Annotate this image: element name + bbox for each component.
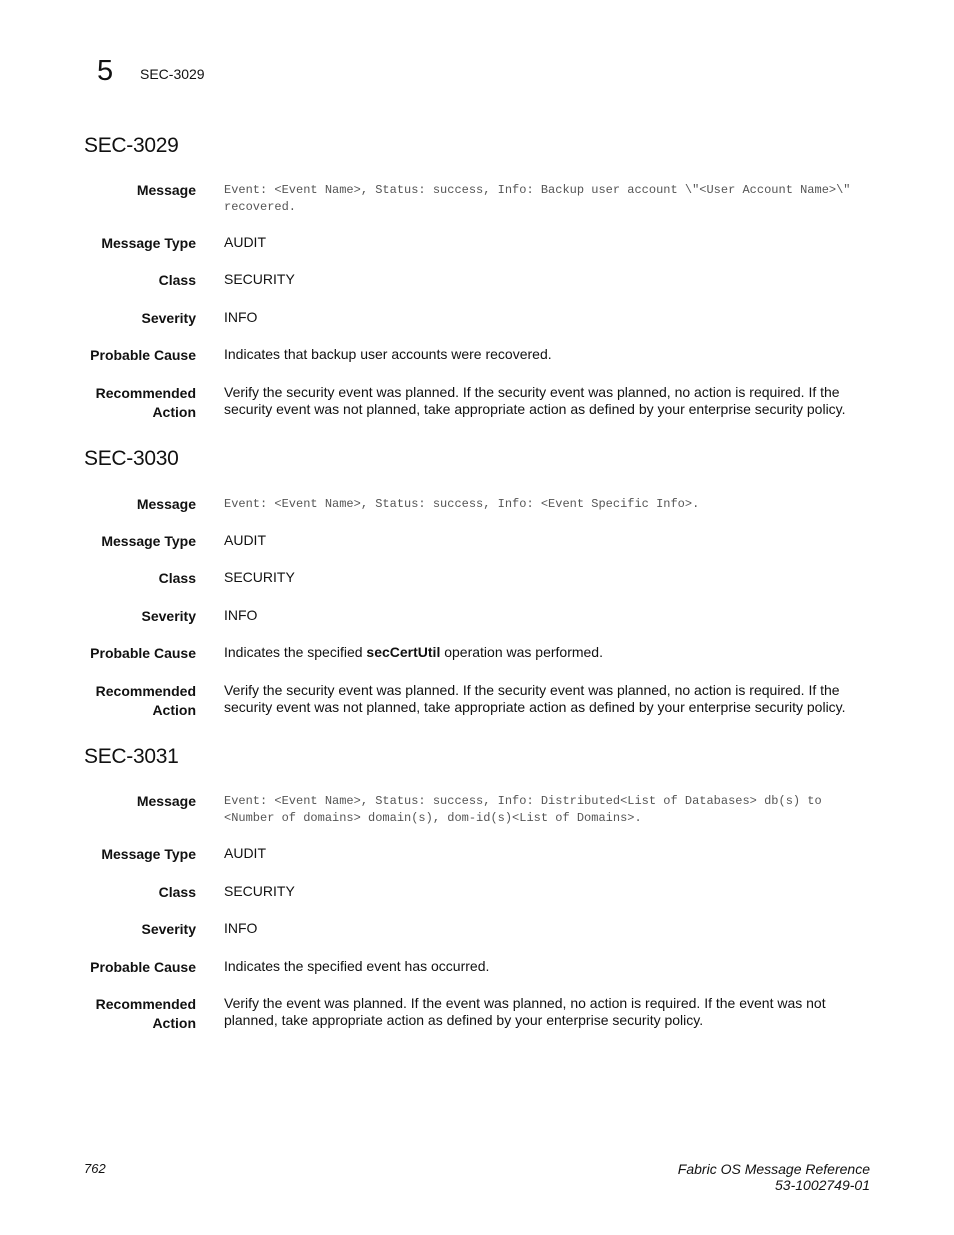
recommended-action-label bbox=[56, 384, 196, 422]
message-type-label: Message Type bbox=[101, 846, 196, 862]
recommended-action-value: Verify the security event was planned. If the security event was planned, no action is required. If the security event was not planned, take appropriate action as defined by your enterprise security policy. bbox=[224, 682, 846, 715]
recommended-action-label bbox=[56, 995, 196, 1033]
message-text: Event: <Event Name>, Status: success, Info: Backup user account \"<User Account Name>\" recovered. bbox=[224, 183, 851, 214]
probable-cause-label: Probable Cause bbox=[90, 959, 196, 975]
recommended-action-value: Verify the security event was planned. If the security event was planned, no action is required. If the security event was not planned, take appropriate action as defined by your enterprise security policy. bbox=[224, 384, 846, 417]
probable-cause-label: Probable Cause bbox=[90, 347, 196, 363]
message-type-value: AUDIT bbox=[224, 532, 266, 548]
message-type-label: Message Type bbox=[101, 235, 196, 251]
message-text: Event: <Event Name>, Status: success, Info: <Event Specific Info>. bbox=[224, 497, 700, 511]
footer-doc-info bbox=[678, 1161, 870, 1193]
cause-text-pre: Indicates the specified bbox=[224, 644, 367, 660]
label-line-2: Action bbox=[152, 404, 196, 420]
class-value: SECURITY bbox=[224, 569, 295, 585]
label-line-2: Action bbox=[152, 702, 196, 718]
severity-label: Severity bbox=[141, 310, 196, 326]
class-label: Class bbox=[158, 570, 196, 586]
label-line-1: Recommended bbox=[95, 385, 196, 401]
severity-label: Severity bbox=[141, 921, 196, 937]
recommended-action-value: Verify the event was planned. If the event was planned, no action is required. If the event was not planned, take appropriate action as defined by your enterprise security policy. bbox=[224, 995, 826, 1028]
severity-value: INFO bbox=[224, 309, 258, 325]
message-text: Event: <Event Name>, Status: success, Info: Distributed<List of Databases> db(s) to <Number of domains> domain(s), dom-id(s)<List of Domains>. bbox=[224, 794, 822, 825]
message-type-value: AUDIT bbox=[224, 234, 266, 250]
cause-text-post: operation was performed. bbox=[440, 644, 603, 660]
running-title: SEC-3029 bbox=[140, 66, 205, 82]
page-number: 762 bbox=[84, 1161, 106, 1176]
chapter-number: 5 bbox=[97, 55, 114, 87]
severity-value: INFO bbox=[224, 607, 258, 623]
label-line-2: Action bbox=[152, 1015, 196, 1031]
command-name: secCertUtil bbox=[366, 644, 441, 660]
class-value: SECURITY bbox=[224, 883, 295, 899]
book-title: Fabric OS Message Reference bbox=[677, 1161, 870, 1177]
message-label: Message bbox=[136, 793, 196, 809]
section-title: SEC-3030 bbox=[84, 447, 179, 470]
class-label: Class bbox=[158, 884, 196, 900]
message-type-value: AUDIT bbox=[224, 845, 266, 861]
severity-label: Severity bbox=[141, 608, 196, 624]
message-type-label: Message Type bbox=[101, 533, 196, 549]
severity-value: INFO bbox=[224, 920, 258, 936]
section-title: SEC-3029 bbox=[84, 134, 179, 157]
probable-cause-value: Indicates the specified event has occurred. bbox=[224, 958, 490, 974]
label-line-1: Recommended bbox=[95, 996, 196, 1012]
probable-cause-value bbox=[224, 644, 864, 661]
recommended-action-label bbox=[56, 682, 196, 720]
label-line-1: Recommended bbox=[95, 683, 196, 699]
class-value: SECURITY bbox=[224, 271, 295, 287]
doc-number: 53-1002749-01 bbox=[775, 1177, 870, 1193]
section-title: SEC-3031 bbox=[84, 745, 179, 768]
class-label: Class bbox=[158, 272, 196, 288]
probable-cause-value: Indicates that backup user accounts were recovered. bbox=[224, 346, 552, 362]
message-label: Message bbox=[136, 496, 196, 512]
message-label: Message bbox=[136, 182, 196, 198]
probable-cause-label: Probable Cause bbox=[90, 645, 196, 661]
